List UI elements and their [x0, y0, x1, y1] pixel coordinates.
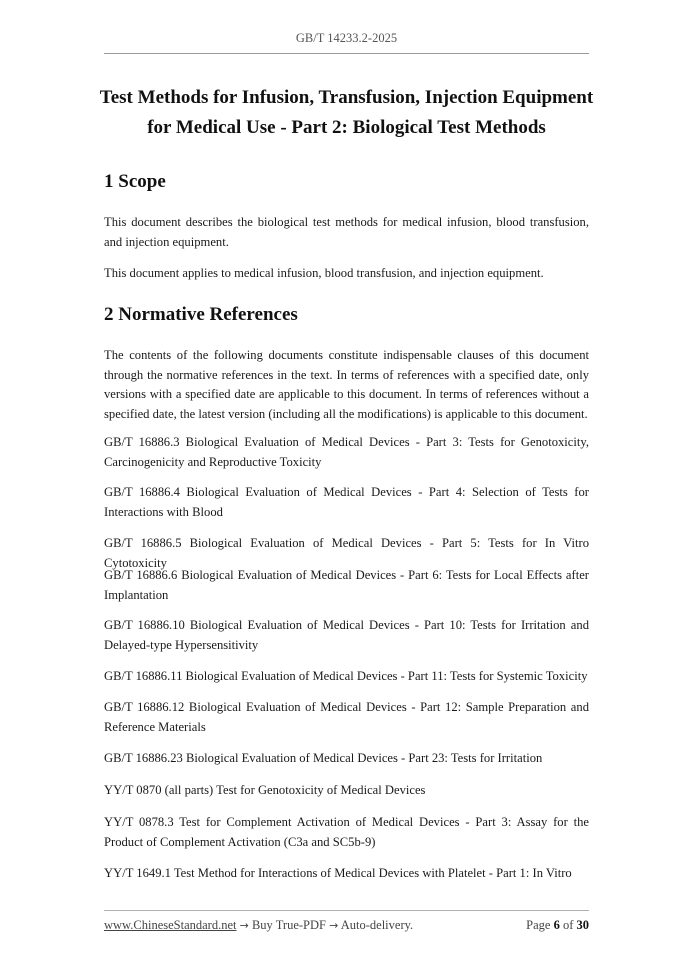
scope-paragraph-2: This document applies to medical infusion, blood transfusion, and injection equipment.	[104, 266, 544, 280]
reference-item: GB/T 16886.12 Biological Evaluation of Medical Devices - Part 12: Sample Preparation and Reference Materials	[104, 700, 589, 734]
page-total: 30	[576, 918, 589, 932]
buy-true-pdf-text: Buy True-PDF	[251, 918, 326, 932]
reference-item: GB/T 16886.6 Biological Evaluation of Medical Devices - Part 6: Tests for Local Effects after Implantation	[104, 568, 589, 602]
page-of-label: of	[562, 918, 574, 932]
reference-item: GB/T 16886.5 Biological Evaluation of Medical Devices - Part 5: Tests for In Vitro Cytotoxicity	[104, 536, 589, 570]
reference-item: GB/T 16886.11 Biological Evaluation of Medical Devices - Part 11: Tests for Systemic Toxicity	[104, 669, 588, 683]
references-intro-paragraph: The contents of the following documents constitute indispensable clauses of this document through the normative references in the text. In terms of references with a specified date, only versions with a specified date are applicable to this document. In terms of references without a specified date, the latest version (including all the modifications) is applicable to this document.	[104, 348, 589, 421]
title-line-1: Test Methods for Infusion, Transfusion, Injection Equipment	[99, 87, 594, 108]
reference-item: YY/T 1649.1 Test Method for Interactions of Medical Devices with Platelet - Part 1: In Vitro	[104, 866, 572, 880]
title-line-2: for Medical Use - Part 2: Biological Test Methods	[147, 117, 546, 138]
site-link[interactable]: www.ChineseStandard.net	[104, 918, 237, 932]
page-number	[526, 918, 589, 933]
scope-paragraph-1: This document describes the biological test methods for medical infusion, blood transfusion, and injection equipment.	[104, 215, 589, 249]
reference-item: YY/T 0870 (all parts) Test for Genotoxicity of Medical Devices	[104, 783, 426, 797]
page-label: Page	[526, 918, 551, 932]
footer-divider	[104, 910, 589, 911]
section-heading-normative-references: 2 Normative References	[104, 304, 298, 325]
reference-item: GB/T 16886.23 Biological Evaluation of Medical Devices - Part 23: Tests for Irritation	[104, 751, 543, 765]
arrow-right-icon: →	[329, 919, 339, 932]
reference-item: YY/T 0878.3 Test for Complement Activation of Medical Devices - Part 3: Assay for the Product of Complement Activation (C3a and SC5b-9)	[104, 815, 589, 849]
page-current: 6	[553, 918, 560, 932]
reference-item: GB/T 16886.4 Biological Evaluation of Medical Devices - Part 4: Selection of Tests for Interactions with Blood	[104, 485, 589, 519]
section-heading-scope: 1 Scope	[104, 171, 166, 192]
arrow-right-icon: →	[239, 919, 249, 932]
header-divider	[104, 53, 589, 54]
document-title	[95, 83, 598, 143]
reference-item: GB/T 16886.3 Biological Evaluation of Medical Devices - Part 3: Tests for Genotoxicity, Carcinogenicity and Reproductive Toxicity	[104, 435, 589, 469]
header-standard-number: GB/T 14233.2-2025	[295, 31, 398, 45]
reference-item: GB/T 16886.10 Biological Evaluation of Medical Devices - Part 10: Tests for Irritation and Delayed-type Hypersensitivity	[104, 618, 589, 652]
auto-delivery-text: Auto-delivery.	[340, 918, 414, 932]
footer-promo	[104, 918, 413, 933]
